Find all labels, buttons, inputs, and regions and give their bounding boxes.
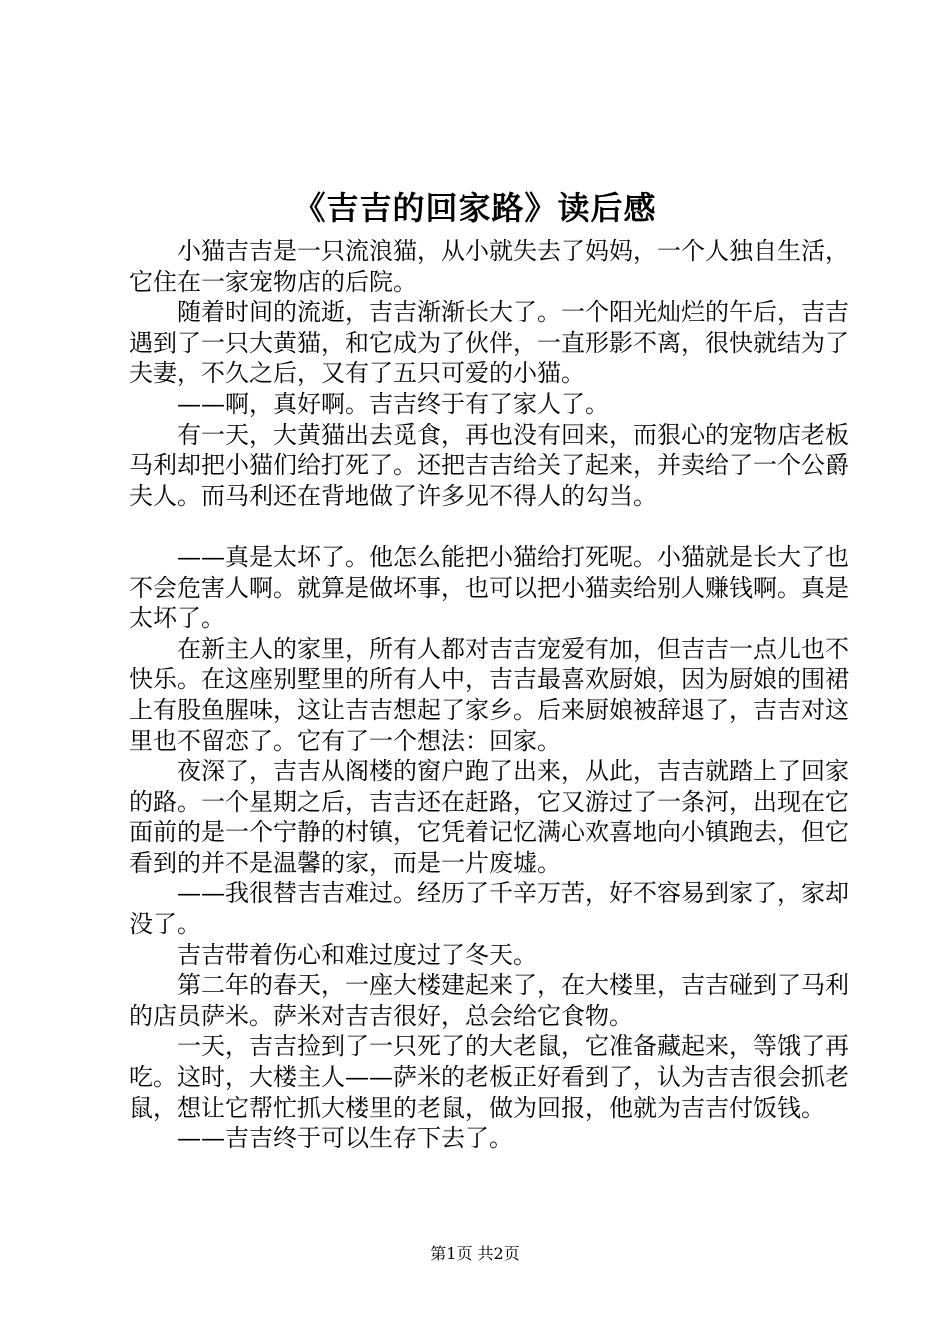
paragraph: 小猫吉吉是一只流浪猫，从小就失去了妈妈，一个人独自生活，它住在一家宠物店的后院。	[129, 237, 849, 296]
paragraph: 夜深了，吉吉从阁楼的窗户跑了出来，从此，吉吉就踏上了回家的路。一个星期之后，吉吉还在赶路，它又游过了一条河，出现在它面前的是一个宁静的村镇，它凭着记忆满心欢喜地向小镇跑去，但它看到的并不是温馨的家，而是一片废墟。	[129, 757, 849, 877]
paragraph: ——吉吉终于可以生存下去了。	[177, 1124, 513, 1153]
paragraph: 随着时间的流逝，吉吉渐渐长大了。一个阳光灿烂的午后，吉吉遇到了一只大黄猫，和它成为了伙伴，一直形影不离，很快就结为了夫妻，不久之后，又有了五只可爱的小猫。	[129, 298, 849, 388]
paragraph: 在新主人的家里，所有人都对吉吉宠爱有加，但吉吉一点儿也不快乐。在这座别墅里的所有人中，吉吉最喜欢厨娘，因为厨娘的围裙上有股鱼腥味，这让吉吉想起了家乡。后来厨娘被辞退了，吉吉对这里也不留恋了。它有了一个想法：回家。	[129, 634, 849, 755]
page-footer: 第1页 共2页	[430, 1244, 520, 1263]
paragraph: ——我很替吉吉难过。经历了千辛万苦，好不容易到家了，家却没了。	[129, 879, 849, 939]
paragraph: ——啊，真好啊。吉吉终于有了家人了。	[177, 389, 609, 418]
paragraph: 吉吉带着伤心和难过度过了冬天。	[177, 940, 537, 969]
document-body	[129, 236, 849, 1154]
paragraph: 一天，吉吉捡到了一只死了的大老鼠，它准备藏起来，等饿了再吃。这时，大楼主人——萨米的老板正好看到了，认为吉吉很会抓老鼠，想让它帮忙抓大楼里的老鼠，做为回报，他就为吉吉付饭钱。	[129, 1032, 849, 1122]
paragraph: 第二年的春天，一座大楼建起来了，在大楼里，吉吉碰到了马利的店员萨米。萨米对吉吉很好，总会给它食物。	[129, 971, 849, 1030]
paragraph: ——真是太坏了。他怎么能把小猫给打死呢。小猫就是长大了也不会危害人啊。就算是做坏事，也可以把小猫卖给别人赚钱啊。真是太坏了。	[129, 542, 849, 633]
document-title: 《吉吉的回家路》读后感	[293, 189, 657, 227]
paragraph: 有一天，大黄猫出去觅食，再也没有回来，而狠心的宠物店老板马利却把小猫们给打死了。还把吉吉给关了起来，并卖给了一个公爵夫人。而马利还在背地做了许多见不得人的勾当。	[129, 420, 849, 510]
